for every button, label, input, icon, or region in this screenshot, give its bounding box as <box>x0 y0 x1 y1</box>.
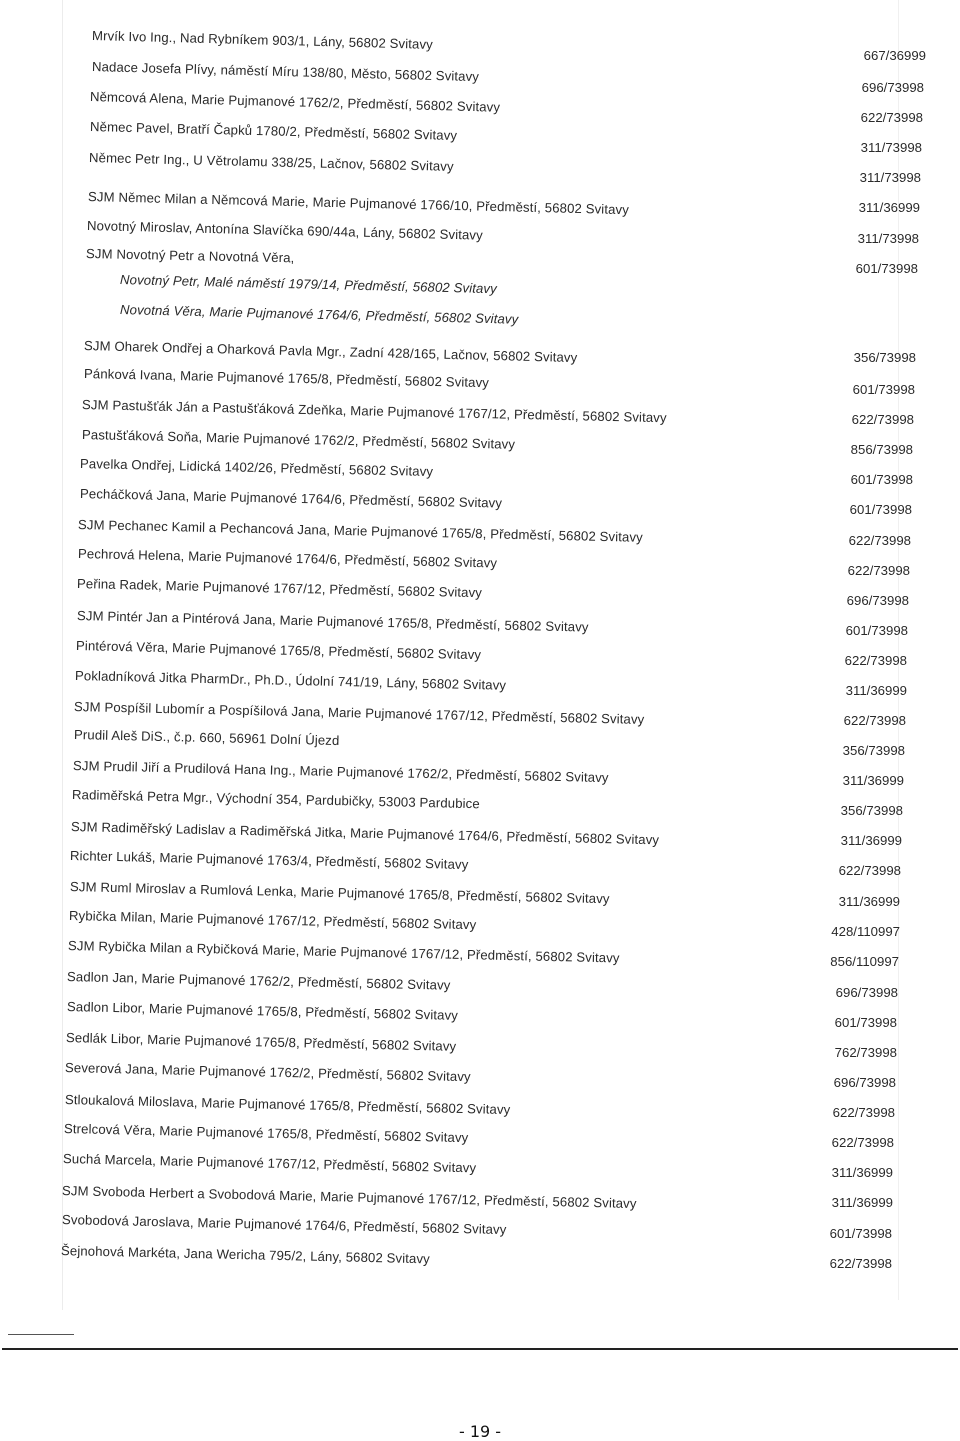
owner-entry: Sadlon Jan, Marie Pujmanové 1762/2, Předměstí, 56802 Svitavy <box>66 969 451 993</box>
ownership-share: 356/73998 <box>840 803 903 818</box>
ownership-share: 311/73998 <box>860 140 922 155</box>
owner-entry: SJM Oharek Ondřej a Oharková Pavla Mgr., Zadní 428/165, Lačnov, 56802 Svitavy <box>83 338 578 366</box>
ownership-share: 356/73998 <box>842 743 905 758</box>
owner-entry: SJM Radiměřský Ladislav a Radiměřská Jitka, Marie Pujmanové 1764/6, Předměstí, 56802 Svitavy <box>70 819 660 848</box>
ownership-share: 856/73998 <box>850 442 913 457</box>
ownership-share: 696/73998 <box>861 80 924 95</box>
owner-entry: SJM Němec Milan a Němcová Marie, Marie Pujmanové 1766/10, Předměstí, 56802 Svitavy <box>87 189 630 218</box>
ownership-share: 696/73998 <box>833 1075 896 1090</box>
owner-entry: SJM Rybička Milan a Rybičková Marie, Marie Pujmanové 1767/12, Předměstí, 56802 Svitavy <box>67 938 620 966</box>
owner-entry: Němec Pavel, Bratří Čapků 1780/2, Předměstí, 56802 Svitavy <box>89 119 458 143</box>
ownership-share: 667/36999 <box>863 48 926 63</box>
owner-entry: Svobodová Jaroslava, Marie Pujmanové 1764/6, Předměstí, 56802 Svitavy <box>61 1212 507 1238</box>
ownership-share: 622/73998 <box>851 412 914 427</box>
ownership-share: 856/110997 <box>830 954 899 969</box>
ownership-share: 311/36999 <box>842 773 904 788</box>
owner-entry: SJM Svoboda Herbert a Svobodová Marie, Marie Pujmanové 1767/12, Předměstí, 56802 Svitavy <box>61 1183 637 1212</box>
ownership-share: 696/73998 <box>835 985 898 1000</box>
ownership-share: 622/73998 <box>843 713 906 728</box>
owner-entry: Novotný Miroslav, Antonína Slavíčka 690/44a, Lány, 56802 Svitavy <box>86 218 483 243</box>
ownership-share: 428/110997 <box>831 924 900 939</box>
owner-entry: Pintérová Věra, Marie Pujmanové 1765/8, Předměstí, 56802 Svitavy <box>75 638 482 663</box>
owner-entry: Radiměřská Petra Mgr., Východní 354, Pardubičky, 53003 Pardubice <box>71 787 480 812</box>
ownership-share: 311/73998 <box>859 170 921 185</box>
ownership-share: 622/73998 <box>829 1256 892 1271</box>
ownership-share: 311/36999 <box>838 894 900 909</box>
ownership-share: 311/36999 <box>831 1165 893 1180</box>
owner-entry: Pecháčková Jana, Marie Pujmanové 1764/6, Předměstí, 56802 Svitavy <box>79 486 503 511</box>
owner-entry: SJM Pastušťák Ján a Pastušťáková Zdeňka, Marie Pujmanové 1767/12, Předměstí, 56802 Svitavy <box>81 397 667 426</box>
owner-entry: Novotná Věra, Marie Pujmanové 1764/6, Předměstí, 56802 Svitavy <box>119 302 519 327</box>
owner-entry: Richter Lukáš, Marie Pujmanové 1763/4, Předměstí, 56802 Svitavy <box>69 848 469 873</box>
ownership-share: 311/36999 <box>831 1195 893 1210</box>
ownership-share: 601/73998 <box>852 382 915 397</box>
owner-entry: SJM Ruml Miroslav a Rumlová Lenka, Marie Pujmanové 1765/8, Předměstí, 56802 Svitavy <box>69 879 610 907</box>
ownership-share: 762/73998 <box>834 1045 897 1060</box>
owner-entry: SJM Pintér Jan a Pintérová Jana, Marie Pujmanové 1765/8, Předměstí, 56802 Svitavy <box>76 608 589 635</box>
ownership-share: 601/73998 <box>855 261 918 276</box>
owner-entry: Mrvík Ivo Ing., Nad Rybníkem 903/1, Lány, 56802 Svitavy <box>91 28 434 52</box>
ownership-share: 311/73998 <box>857 231 919 246</box>
ownership-share: 622/73998 <box>838 863 901 878</box>
owner-entry: SJM Pechanec Kamil a Pechancová Jana, Marie Pujmanové 1765/8, Předměstí, 56802 Svitavy <box>77 517 644 545</box>
footnote-rule <box>8 1334 74 1335</box>
owner-entry: Pokladníková Jitka PharmDr., Ph.D., Údolní 741/19, Lány, 56802 Svitavy <box>74 668 507 693</box>
owner-entry: Suchá Marcela, Marie Pujmanové 1767/12, Předměstí, 56802 Svitavy <box>62 1151 477 1176</box>
ownership-share: 622/73998 <box>832 1105 895 1120</box>
ownership-share: 601/73998 <box>829 1226 892 1241</box>
owner-entry: SJM Novotný Petr a Novotná Věra, <box>85 246 295 266</box>
owner-entry: Stloukalová Miloslava, Marie Pujmanové 1765/8, Předměstí, 56802 Svitavy <box>64 1092 511 1118</box>
owner-entry: SJM Pospíšil Lubomír a Pospíšilová Jana, Marie Pujmanové 1767/12, Předměstí, 56802 Svitavy <box>73 699 645 727</box>
owner-entry: Strelcová Věra, Marie Pujmanové 1765/8, Předměstí, 56802 Svitavy <box>63 1121 469 1146</box>
ownership-share: 311/36999 <box>845 683 907 698</box>
owner-entry: Prudil Aleš DiS., č.p. 660, 56961 Dolní Újezd <box>73 727 340 749</box>
owner-entry: Pechrová Helena, Marie Pujmanové 1764/6, Předměstí, 56802 Svitavy <box>77 546 498 571</box>
ownership-share: 622/73998 <box>831 1135 894 1150</box>
owner-entry: Němcová Alena, Marie Pujmanové 1762/2, Předměstí, 56802 Svitavy <box>89 89 501 115</box>
footer-rule <box>2 1348 958 1350</box>
owner-entry: Novotný Petr, Malé náměstí 1979/14, Předměstí, 56802 Svitavy <box>119 272 497 297</box>
owner-entry: Pavelka Ondřej, Lidická 1402/26, Předměstí, 56802 Svitavy <box>79 456 434 480</box>
owner-entry: Němec Petr Ing., U Větrolamu 338/25, Lačnov, 56802 Svitavy <box>88 150 454 174</box>
owner-entry: Sedlák Libor, Marie Pujmanové 1765/8, Předměstí, 56802 Svitavy <box>65 1030 457 1054</box>
owner-entry: Nadace Josefa Plívy, náměstí Míru 138/80, Město, 56802 Svitavy <box>91 59 480 85</box>
ownership-share: 356/73998 <box>853 350 916 365</box>
ownership-share: 622/73998 <box>860 110 923 125</box>
ownership-share: 622/73998 <box>844 653 907 668</box>
owner-entry: Rybička Milan, Marie Pujmanové 1767/12, Předměstí, 56802 Svitavy <box>68 908 477 933</box>
ownership-share: 601/73998 <box>834 1015 897 1030</box>
ownership-share: 601/73998 <box>845 623 908 638</box>
owner-entry: Šejnohová Markéta, Jana Wericha 795/2, Lány, 56802 Svitavy <box>60 1243 430 1267</box>
ownership-share: 622/73998 <box>847 563 910 578</box>
owner-entry: Sadlon Libor, Marie Pujmanové 1765/8, Předměstí, 56802 Svitavy <box>66 999 459 1023</box>
page-number: - 19 - <box>458 1422 502 1441</box>
ownership-share: 311/36999 <box>858 200 920 215</box>
owner-entry: Pastušťáková Soňa, Marie Pujmanové 1762/2, Předměstí, 56802 Svitavy <box>81 427 516 452</box>
ownership-share: 311/36999 <box>840 833 902 848</box>
ownership-share: 696/73998 <box>846 593 909 608</box>
owner-entry: Peřina Radek, Marie Pujmanové 1767/12, Předměstí, 56802 Svitavy <box>76 576 483 601</box>
owner-entry: Pánková Ivana, Marie Pujmanové 1765/8, Předměstí, 56802 Svitavy <box>83 366 490 391</box>
owner-entry: Severová Jana, Marie Pujmanové 1762/2, Předměstí, 56802 Svitavy <box>64 1060 471 1085</box>
ownership-share: 601/73998 <box>849 502 912 517</box>
ownership-share: 622/73998 <box>848 533 911 548</box>
owner-entry: SJM Prudil Jiří a Prudilová Hana Ing., Marie Pujmanové 1762/2, Předměstí, 56802 Svitavy <box>72 758 609 786</box>
ownership-share: 601/73998 <box>850 472 913 487</box>
